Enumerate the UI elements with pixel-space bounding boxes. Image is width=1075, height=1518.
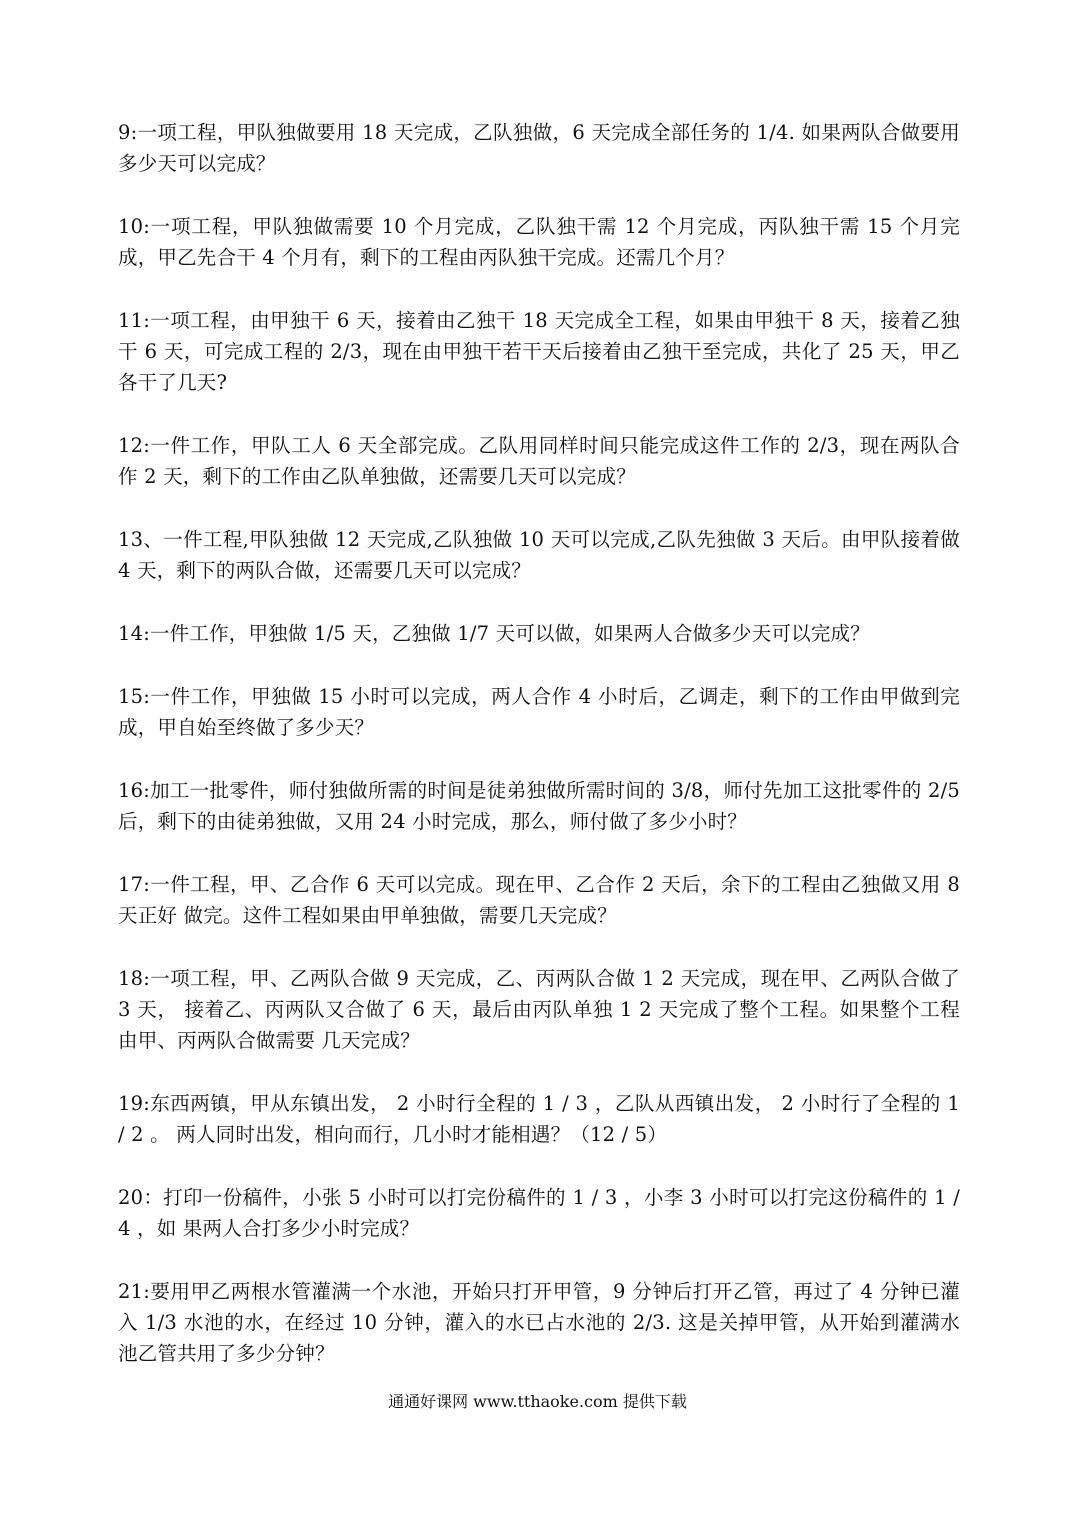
problem-list	[118, 117, 960, 1401]
problem-19: 19:东西两镇，甲从东镇出发， 2 小时行全程的 1 / 3 ，乙队从西镇出发， 2 小时行了全程的 1 / 2 。 两人同时出发，相向而行，几小时才能相遇？（12 / 5）	[118, 1092, 960, 1146]
problem-20: 20：打印一份稿件，小张 5 小时可以打完份稿件的 1 / 3 ，小李 3 小时可以打完这份稿件的 1 / 4 ，如 果两人合打多少小时完成？	[118, 1186, 960, 1240]
problem-10: 10:一项工程，甲队独做需要 10 个月完成，乙队独干需 12 个月完成，丙队独干需 15 个月完成，甲乙先合干 4 个月有，剩下的工程由丙队独干完成。还需几个月？	[118, 215, 960, 269]
problem-15: 15:一件工作，甲独做 15 小时可以完成，两人合作 4 小时后，乙调走，剩下的工作由甲做到完成，甲自始至终做了多少天？	[118, 685, 960, 739]
problem-16: 16:加工一批零件，师付独做所需的时间是徒弟独做所需时间的 3/8，师付先加工这批零件的 2/5 后，剩下的由徒弟独做，又用 24 小时完成，那么，师付做了多少小时？	[118, 779, 960, 833]
problem-21: 21:要用甲乙两根水管灌满一个水池，开始只打开甲管，9 分钟后打开乙管，再过了 4 分钟已灌入 1/3 水池的水，在经过 10 分钟，灌入的水已占水池的 2/3. 这是关掉甲管，从开始到灌满水池乙管共用了多少分钟？	[118, 1280, 960, 1365]
problem-12: 12:一件工作，甲队工人 6 天全部完成。乙队用同样时间只能完成这件工作的 2/3，现在两队合作 2 天，剩下的工作由乙队单独做，还需要几天可以完成？	[118, 434, 960, 488]
problem-18: 18:一项工程，甲、乙两队合做 9 天完成，乙、丙两队合做 1 2 天完成，现在甲、乙两队合做了 3 天， 接着乙、丙两队又合做了 6 天，最后由丙队单独 1 2 天完成了整个工程。如果整个工程由甲、丙两队合做需要 几天完成？	[118, 967, 960, 1052]
problem-13: 13、一件工程,甲队独做 12 天完成,乙队独做 10 天可以完成,乙队先独做 3 天后。由甲队接着做 4 天，剩下的两队合做，还需要几天可以完成？	[118, 528, 960, 582]
page-footer: 通通好课网 www.tthaoke.com 提供下载	[388, 1392, 687, 1411]
problem-9: 9:一项工程，甲队独做要用 18 天完成，乙队独做，6 天完成全部任务的 1/4. 如果两队合做要用多少天可以完成？	[118, 121, 960, 175]
problem-17: 17:一件工程，甲、乙合作 6 天可以完成。现在甲、乙合作 2 天后，余下的工程由乙独做又用 8 天正好 做完。这件工程如果由甲单独做，需要几天完成？	[118, 873, 960, 927]
problem-14: 14:一件工作，甲独做 1/5 天，乙独做 1/7 天可以做，如果两人合做多少天可以完成？	[118, 622, 870, 645]
problem-11: 11:一项工程，由甲独干 6 天，接着由乙独干 18 天完成全工程，如果由甲独干 8 天，接着乙独干 6 天，可完成工程的 2/3，现在由甲独干若干天后接着由乙独干至完成，共化了 25 天，甲乙各干了几天?	[118, 309, 960, 394]
